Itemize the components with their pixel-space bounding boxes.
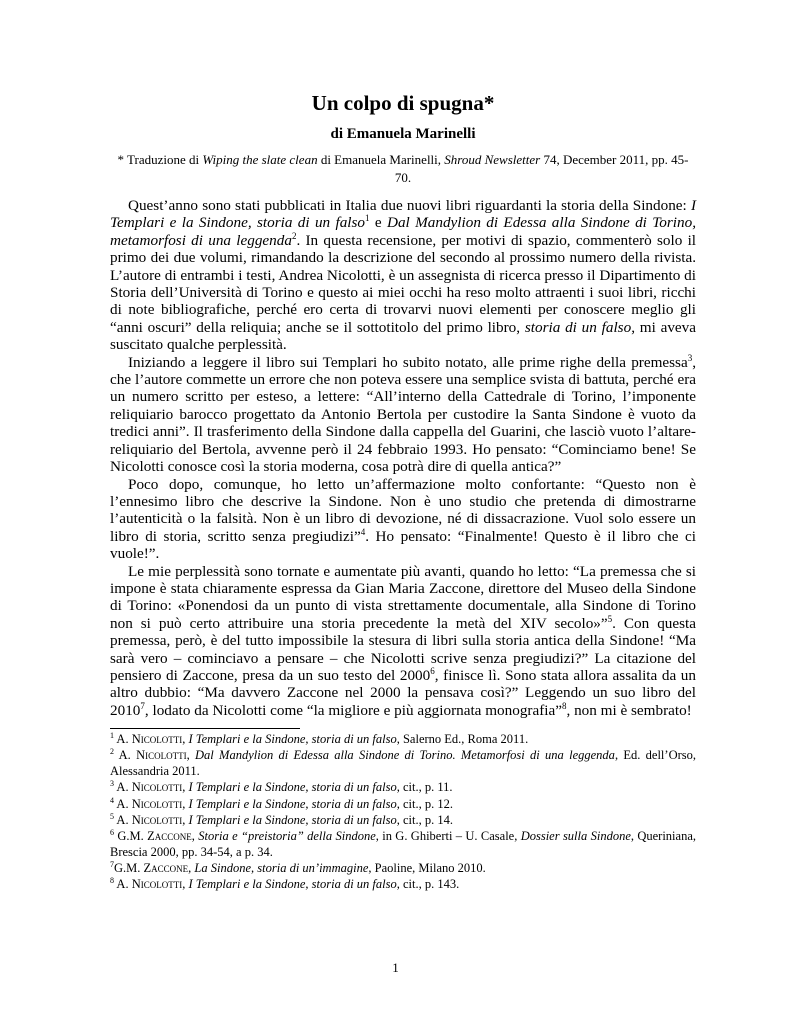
footnote-number: 3 [110, 779, 114, 789]
footnote-8 [110, 876, 696, 892]
author-name: Nicolotti [131, 780, 183, 795]
text-run: A. [114, 877, 132, 892]
footnote-7 [110, 860, 696, 876]
cited-title: I Templari e la Sindone, storia di un falso [188, 812, 397, 827]
footnote-ref-6: 6 [430, 665, 435, 676]
text-run: . Con questa premessa, però, è del tutto impossibile la stesura di libri sulla storia antica della Sindone! “Ma sarà vero – cominciavo a pensare – che Nicolotti scrive senza pregiudizi?” La citazione del pensiero di Zaccone, presa da un suo testo del 2000 [110, 614, 696, 684]
text-run: A. [114, 796, 132, 811]
text-run: . In questa recensione, per motivi di spazio, commenterò solo il primo dei due volumi, rimandando la descrizione del secondo al prossimo numero della rivista. L’autore di entrambi i testi, Andrea Nicolotti, è un assegnista di ricerca presso il Dipartimento di Storia dell’Università di Torino e questo ai miei occhi ha reso molto attraenti i suoi libri, ricchi di note bibliografiche, perché ero certa di trovarvi nuovi elementi per conoscere meglio gli “anni oscuri” della reliquia; anche se il sottotitolo del primo libro, [110, 231, 697, 336]
text-run: e [369, 214, 387, 232]
footnote-ref-7: 7 [140, 700, 145, 711]
footnote-1 [110, 731, 696, 747]
text-run: , [182, 796, 189, 811]
text-run: , cit., p. 11. [396, 780, 453, 795]
text-run: , in G. Ghiberti – U. Casale, [375, 828, 521, 843]
text-run: , [182, 732, 189, 747]
footnote-ref-3: 3 [687, 352, 693, 363]
text-run: , [182, 812, 189, 827]
text-run: , mi aveva suscitato qualche perplessità. [110, 318, 696, 354]
text-run: , [182, 780, 189, 795]
footnote-5 [110, 812, 696, 828]
author-name: Nicolotti [131, 877, 183, 892]
text-run: A. [114, 812, 132, 827]
cited-title: I Templari e la Sindone, storia di un falso [188, 732, 397, 747]
footnotes [110, 731, 696, 892]
text-run: . Ho pensato: “Finalmente! Questo è il libro che ci vuole!”. [110, 527, 696, 563]
article-author: di Emanuela Marinelli [330, 126, 476, 142]
author-name: Zaccone [147, 828, 192, 843]
text-run: , Paoline, Milano 2010. [368, 860, 486, 875]
text-run: G.M. [114, 860, 144, 875]
footnote-divider [110, 728, 300, 729]
text-run: Le mie perplessità sono tornate e aumentate più avanti, quando ho letto: “La premessa che si impone è stata chiaramente espressa da Gian Maria Zaccone, direttore del Museo della Sindone di Torino: «Ponendosi da un punto di vista strettamente documentale, alla Sindone di Torino non si può certo attribuire una storia precedente la metà del XIV secolo»” [110, 562, 696, 632]
cited-title: Storia e “preistoria” della Sindone [198, 828, 376, 843]
text-run: , Ed. dell’Orso, Alessandria 2011. [110, 748, 696, 779]
translation-note-original-title: Wiping the slate clean [202, 152, 318, 167]
footnote-2 [110, 747, 696, 779]
cited-title: La Sindone, storia di un’immagine [194, 860, 369, 875]
cited-title: Dossier sulla Sindone [520, 828, 631, 843]
text-run: , finisce lì. Sono stata allora assalita da un altro dubbio: “Ma davvero Zaccone nel 2000 la pensava così?” Leggendo un suo libro del 2010 [110, 666, 696, 719]
text-run: , [188, 860, 195, 875]
footnote-number: 7 [110, 859, 114, 869]
footnote-4 [110, 796, 696, 812]
author-name: Nicolotti [136, 748, 187, 763]
text-run: , lodato da Nicolotti come “la migliore e più aggiornata monografia” [144, 701, 562, 719]
text-run: A. [114, 732, 132, 747]
page-number: 1 [392, 960, 399, 975]
author-name: Zaccone [143, 860, 189, 875]
translation-note-prefix: * Traduzione di [117, 152, 203, 167]
cited-title: I Templari e la Sindone, storia di un falso [188, 780, 397, 795]
text-run: , cit., p. 12. [396, 796, 453, 811]
footnote-number: 6 [110, 827, 114, 837]
footnote-ref-8: 8 [561, 700, 567, 711]
cited-title: Dal Mandylion di Edessa alla Sindone di Torino. Metamorfosi di una leggenda [195, 748, 615, 763]
footnote-ref-5: 5 [607, 613, 613, 624]
footnote-3 [110, 779, 696, 795]
footnote-number: 4 [110, 795, 114, 805]
article-title: Un colpo di spugna* [311, 91, 495, 115]
footnote-6 [110, 828, 696, 860]
footnote-ref-1: 1 [365, 213, 370, 224]
text-run: , non mi è sembrato! [566, 701, 692, 719]
text-run: Iniziando a leggere il libro sui Templari ho subito notato, alle prime righe della premessa [128, 353, 688, 371]
paragraph-1 [110, 197, 696, 354]
author-name: Nicolotti [131, 732, 183, 747]
text-run: , che l’autore commette un errore che non poteva essere una semplice svista di battuta, perché era un numero scritto per esteso, a lettere: “All’interno della Cattedrale di Torino, l’imponente reliquiario barocco progettato da Antonio Bertola per custodire la Santa Sindone è vuoto da tredici anni”. Il trasferimento della Sindone dalla cappella del Guarini, che lasciò vuoto l’altare-reliquiario del Bertola, avvenne però il 24 febbraio 1993. Ho pensato: “Cominciamo bene! Se Nicolotti conosce così la storia moderna, cosa potrà dire di quella antica?” [110, 353, 696, 476]
text-run: , [182, 877, 189, 892]
text-run: , Salerno Ed., Roma 2011. [396, 732, 529, 747]
author-name: Nicolotti [131, 812, 183, 827]
cited-title: I Templari e la Sindone, storia di un falso [188, 796, 397, 811]
text-run: A. [114, 748, 137, 763]
text-run: , [191, 828, 199, 843]
paragraph-4 [110, 563, 696, 720]
cited-title: I Templari e la Sindone, storia di un falso [188, 877, 397, 892]
translation-note-suffix: 74, December 2011, pp. 45-70. [394, 152, 689, 185]
paragraph-3 [110, 476, 696, 563]
footnote-ref-2: 2 [291, 230, 297, 241]
text-run: Quest’anno sono stati pubblicati in Italia due nuovi libri riguardanti la storia della Sindone: [128, 197, 691, 214]
text-run: G.M. [114, 828, 148, 843]
translation-note-middle: di Emanuela Marinelli, [317, 152, 445, 167]
translation-note [110, 151, 696, 187]
text-run: , cit., p. 14. [396, 812, 453, 827]
subtitle-italic: storia di un falso [524, 318, 632, 336]
text-run: , Queriniana, Brescia 2000, pp. 34-54, a p. 34. [110, 828, 697, 859]
footnote-number: 8 [110, 875, 114, 885]
book-title-2: Dal Mandylion di Edessa alla Sindone di Torino, metamorfosi di una leggenda [110, 214, 696, 249]
article-body [110, 197, 696, 719]
author-name: Nicolotti [131, 796, 183, 811]
text-run: , cit., p. 143. [396, 877, 460, 892]
paragraph-2 [110, 354, 696, 476]
footnote-number: 1 [110, 731, 114, 741]
footnote-number: 2 [110, 747, 114, 757]
translation-note-journal: Shroud Newsletter [444, 152, 541, 167]
book-title-1: I Templari e la Sindone, storia di un falso [110, 197, 696, 232]
footnote-ref-4: 4 [360, 526, 366, 537]
text-run: Poco dopo, comunque, ho letto un’affermazione molto confortante: “Questo non è l’ennesimo libro che descrive la Sindone. Non è uno studio che pretenda di dimostrarne l’autenticità o la falsità. Non è un libro di devozione, né di dissacrazione. Vuol solo essere un libro di storia, scritto senza pregiudizi” [110, 475, 696, 545]
text-run: , [186, 748, 196, 763]
text-run: A. [114, 780, 132, 795]
footnote-number: 5 [110, 811, 114, 821]
